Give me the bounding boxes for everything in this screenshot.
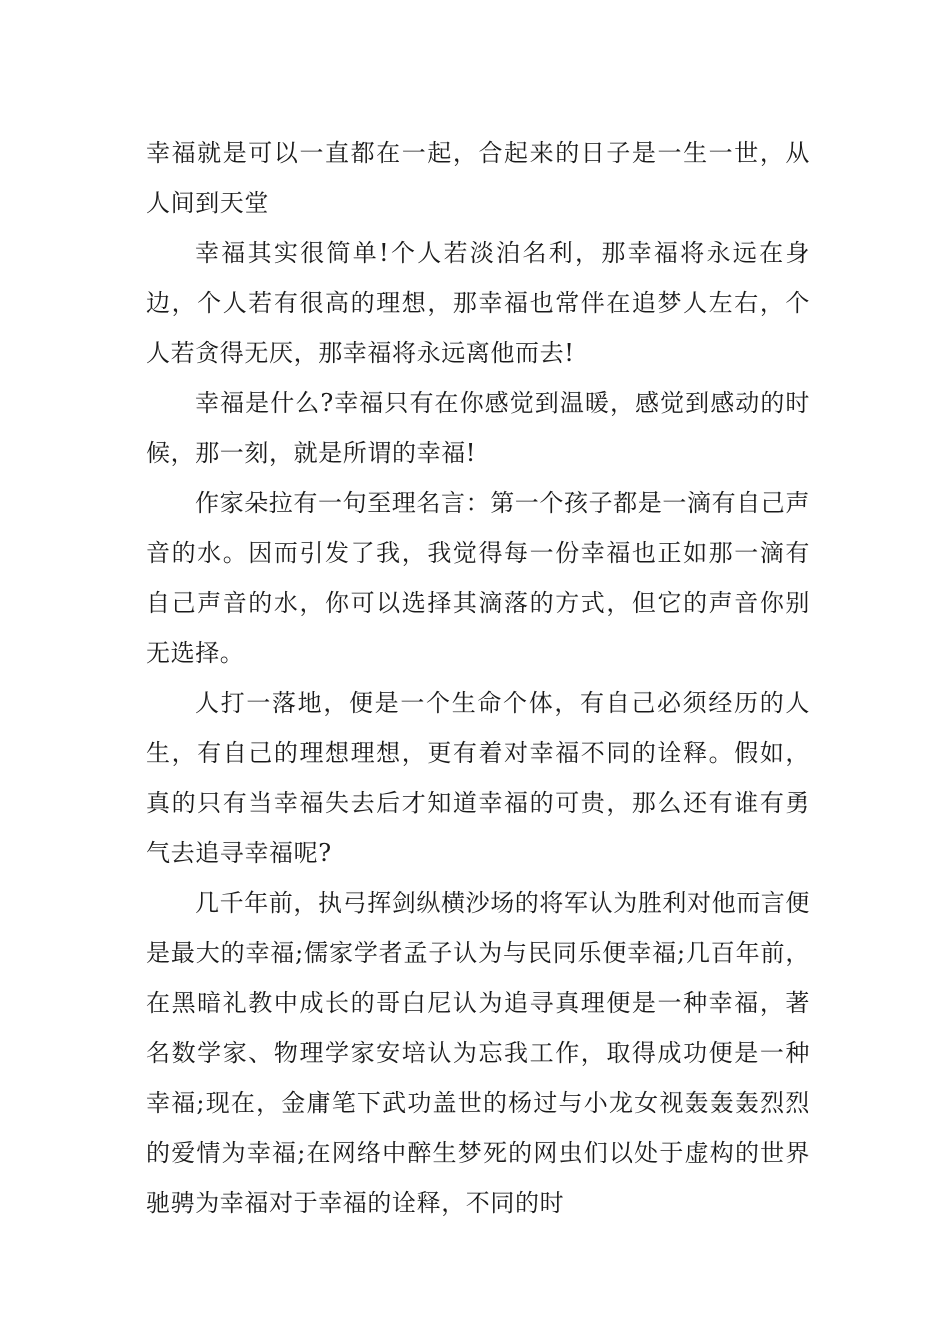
paragraph-5: 人打一落地，便是一个生命个体，有自己必须经历的人生，有自己的理想理想，更有着对幸福不同的诠释。假如，真的只有当幸福失去后才知道幸福的可贵，那么还有谁有勇气去追寻幸福呢? [146, 689, 810, 867]
paragraph-6: 几千年前，执弓挥剑纵横沙场的将军认为胜利对他而言便是最大的幸福;儒家学者孟子认为与民同乐便幸福;几百年前，在黑暗礼教中成长的哥白尼认为追寻真理便是一种幸福，著名数学家、物理学家安培认为忘我工作，取得成功便是一种幸福;现在，金庸笔下武功盖世的杨过与小龙女视轰轰轰烈烈的爱情为幸福;在网络中醉生梦死的网虫们以处于虚构的世界驰骋为幸福对于幸福的诠释，不同的时 [146, 889, 810, 1217]
paragraph-4: 作家朵拉有一句至理名言：第一个孩子都是一滴有自己声音的水。因而引发了我，我觉得每一份幸福也正如那一滴有自己声音的水，你可以选择其滴落的方式，但它的声音你别无选择。 [146, 489, 810, 667]
paragraph-3: 幸福是什么?幸福只有在你感觉到温暖，感觉到感动的时候，那一刻，就是所谓的幸福! [146, 389, 810, 467]
paragraph-2: 幸福其实很简单!个人若淡泊名利，那幸福将永远在身边，个人若有很高的理想，那幸福也常伴在追梦人左右，个人若贪得无厌，那幸福将永远离他而去! [146, 239, 810, 367]
document-page [146, 128, 810, 1228]
paragraph-1: 幸福就是可以一直都在一起，合起来的日子是一生一世，从人间到天堂 [146, 139, 810, 217]
